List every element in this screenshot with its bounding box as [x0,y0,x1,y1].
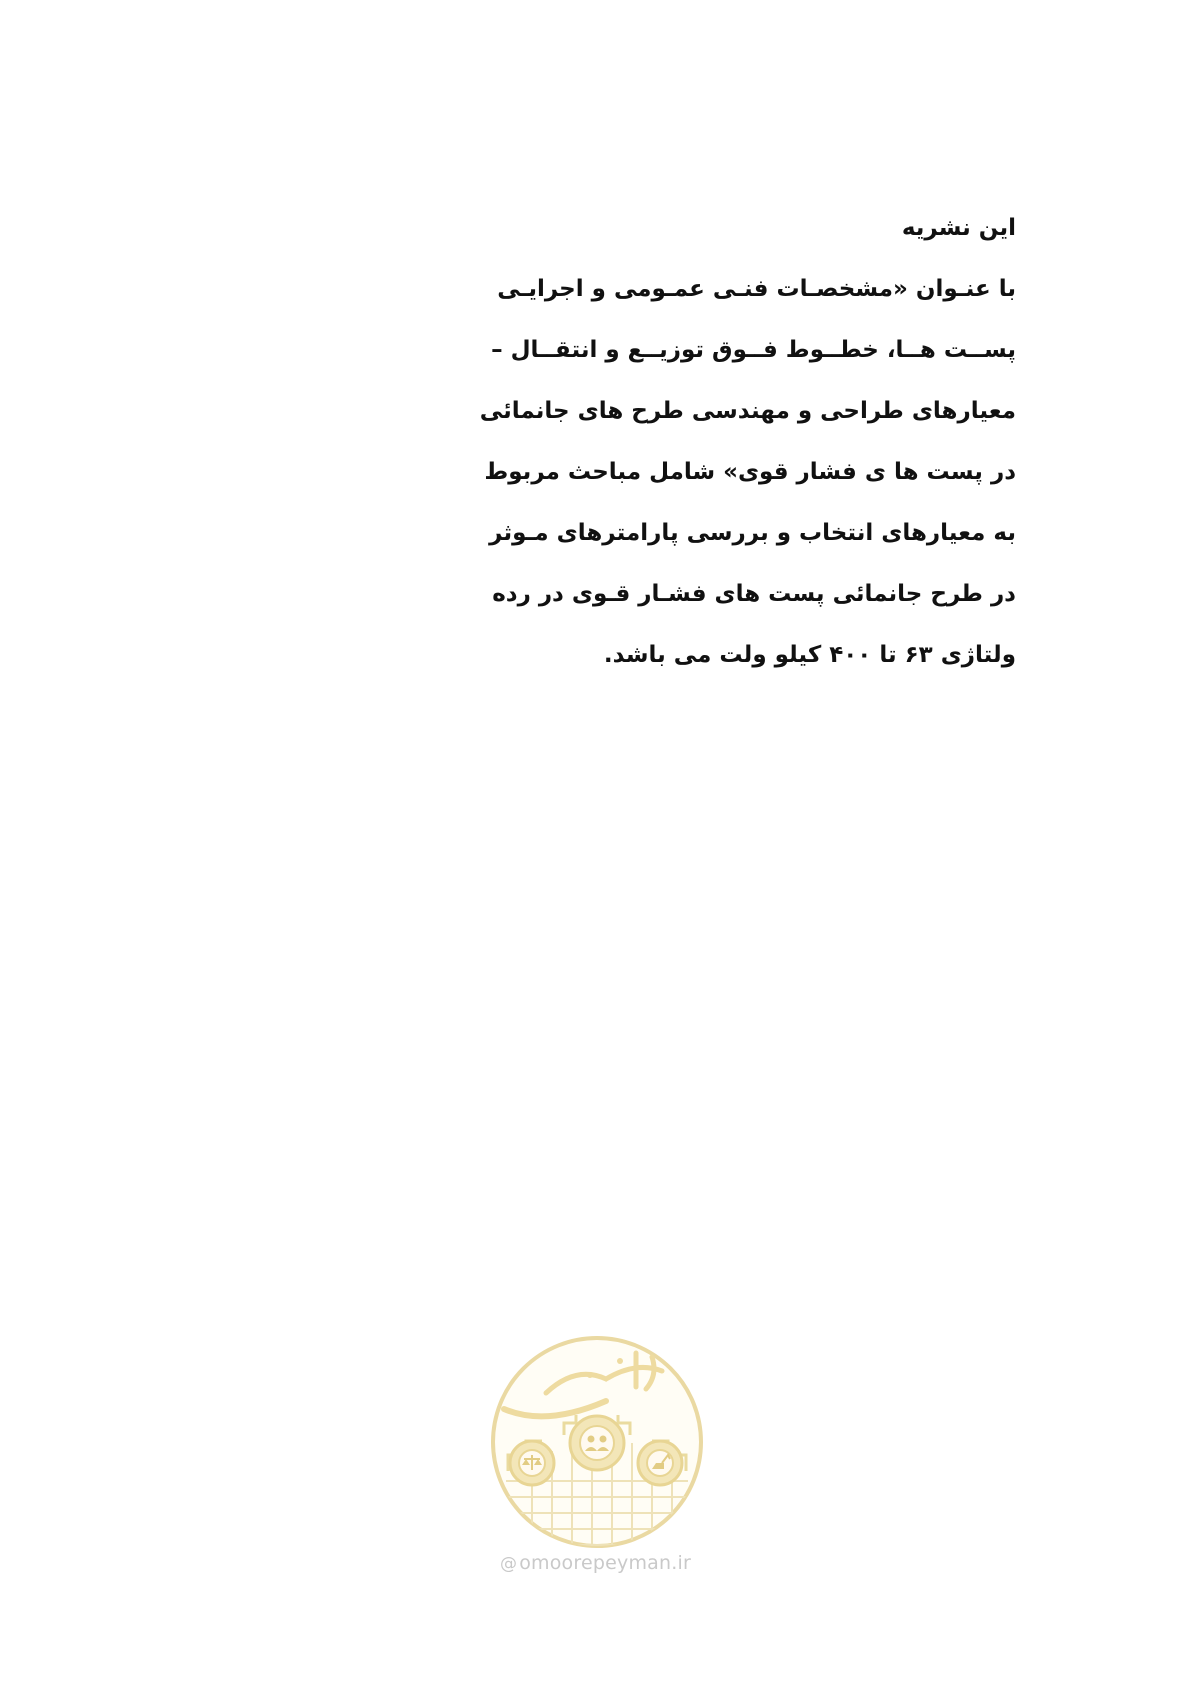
paragraph-line-1: این نشریه [901,215,1016,241]
paragraph-line-2: با عنـوان «مشخصـات فنـی عمـومی و اجرایـی [497,276,1016,302]
paragraph-line-5: در پست ها ی فشار قوی» شامل مباحث مربوط [484,459,1016,485]
paragraph-line-7: در طرح جانمائی پست های فشـار قـوی در رده [492,581,1016,607]
paragraph-line-6: به معیارهای انتخاب و بررسی پارامترهای مـوثر [489,520,1016,546]
watermark-caption [500,1552,700,1574]
body-paragraph [479,212,1016,686]
paragraph-line-4: معیارهای طراحی و مهندسی طرح های جانمائی [479,398,1016,424]
paragraph-line-3: پســت هــا، خطــوط فــوق توزیــع و انتقــال – [491,337,1016,363]
paragraph-line-8: ولتاژی ۶۳ تا ۴۰۰ کیلو ولت می باشد. [603,642,1016,668]
at-sign-icon: @ [500,1554,518,1574]
omoorepeyman-logo-icon [486,1331,708,1553]
watermark-caption-text: omoorepeyman.ir [519,1552,691,1574]
